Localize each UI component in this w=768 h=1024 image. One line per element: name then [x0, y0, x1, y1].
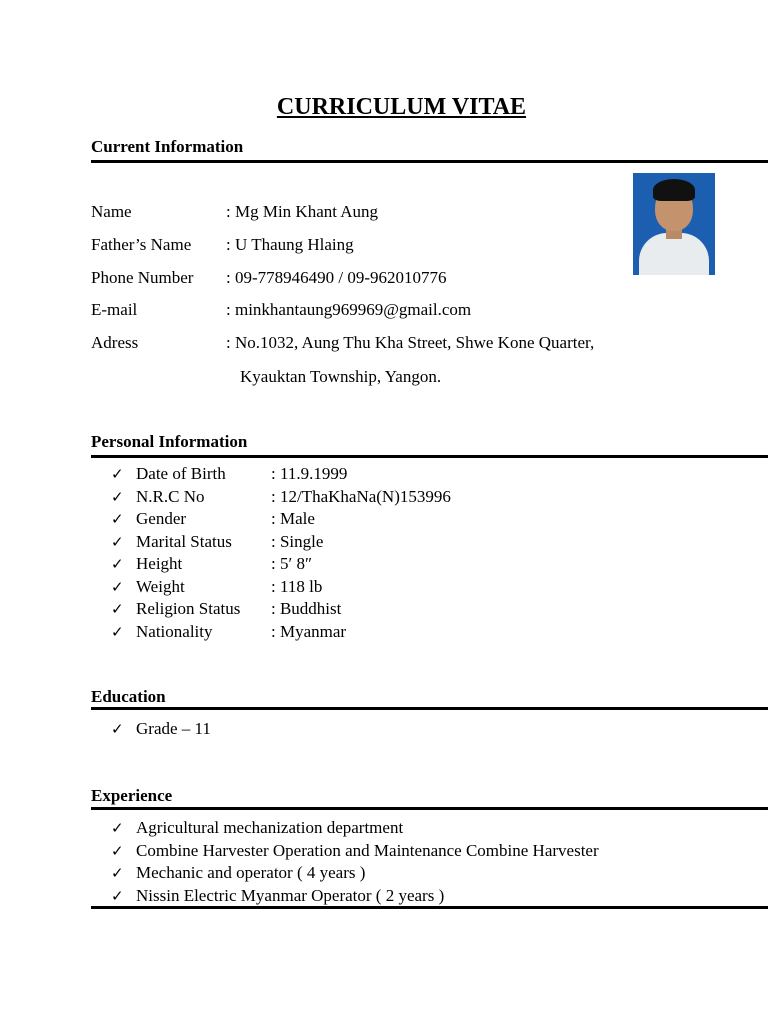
check-icon: ✓ — [111, 887, 124, 905]
check-icon: ✓ — [111, 533, 124, 551]
item-label-marital-status: Marital Status — [136, 532, 232, 551]
section-divider — [91, 707, 768, 710]
check-icon: ✓ — [111, 488, 124, 506]
profile-photo — [633, 173, 715, 275]
check-icon: ✓ — [111, 555, 124, 573]
section-divider — [91, 906, 768, 909]
item-value-marital-status: : Single — [271, 532, 324, 551]
check-icon: ✓ — [111, 864, 124, 882]
photo-shirt — [639, 233, 709, 275]
value-email: : minkhantaung969969@gmail.com — [226, 300, 472, 319]
experience-item: Nissin Electric Myanmar Operator ( 2 years ) — [136, 886, 445, 905]
label-name: Name — [91, 202, 132, 221]
section-heading-experience: Experience — [91, 786, 173, 805]
item-label-religion-status: Religion Status — [136, 599, 241, 618]
section-divider — [91, 807, 768, 810]
label-address: Adress — [91, 333, 139, 352]
item-label-gender: Gender — [136, 509, 187, 528]
item-label-nationality: Nationality — [136, 622, 213, 641]
experience-item: Mechanic and operator ( 4 years ) — [136, 863, 366, 882]
section-divider — [91, 160, 768, 163]
item-label-weight: Weight — [136, 577, 185, 596]
value-fathers-name: : U Thaung Hlaing — [226, 235, 354, 254]
check-icon: ✓ — [111, 819, 124, 837]
section-heading-current-information: Current Information — [91, 137, 244, 156]
item-value-nrc-no: : 12/ThaKhaNa(N)153996 — [271, 487, 451, 506]
document-title: CURRICULUM VITAE — [276, 94, 527, 120]
section-divider — [91, 455, 768, 458]
check-icon: ✓ — [111, 510, 124, 528]
check-icon: ✓ — [111, 600, 124, 618]
item-label-date-of-birth: Date of Birth — [136, 464, 226, 483]
item-label-nrc-no: N.R.C No — [136, 487, 205, 506]
label-fathers-name: Father’s Name — [91, 235, 192, 254]
section-heading-education: Education — [91, 687, 166, 706]
photo-hair — [653, 179, 695, 201]
check-icon: ✓ — [111, 578, 124, 596]
label-phone-number: Phone Number — [91, 268, 194, 287]
item-label-height: Height — [136, 554, 183, 573]
item-value-gender: : Male — [271, 509, 315, 528]
experience-item: Agricultural mechanization department — [136, 818, 404, 837]
value-address-line2: Kyauktan Township, Yangon. — [240, 367, 442, 386]
check-icon: ✓ — [111, 720, 124, 738]
item-value-height: : 5′ 8″ — [271, 554, 313, 573]
experience-item: Combine Harvester Operation and Maintenance Combine Harvester — [136, 841, 599, 860]
education-item: Grade – 11 — [136, 719, 211, 738]
value-address: : No.1032, Aung Thu Kha Street, Shwe Kone Quarter, — [226, 333, 595, 352]
item-value-nationality: : Myanmar — [271, 622, 347, 641]
value-phone-number: : 09-778946490 / 09-962010776 — [226, 268, 447, 287]
item-value-weight: : 118 lb — [271, 577, 323, 596]
check-icon: ✓ — [111, 842, 124, 860]
section-heading-personal-information: Personal Information — [91, 432, 248, 451]
check-icon: ✓ — [111, 623, 124, 641]
value-name: : Mg Min Khant Aung — [226, 202, 379, 221]
item-value-religion-status: : Buddhist — [271, 599, 342, 618]
check-icon: ✓ — [111, 465, 124, 483]
label-email: E-mail — [91, 300, 138, 319]
item-value-date-of-birth: : 11.9.1999 — [271, 464, 348, 483]
